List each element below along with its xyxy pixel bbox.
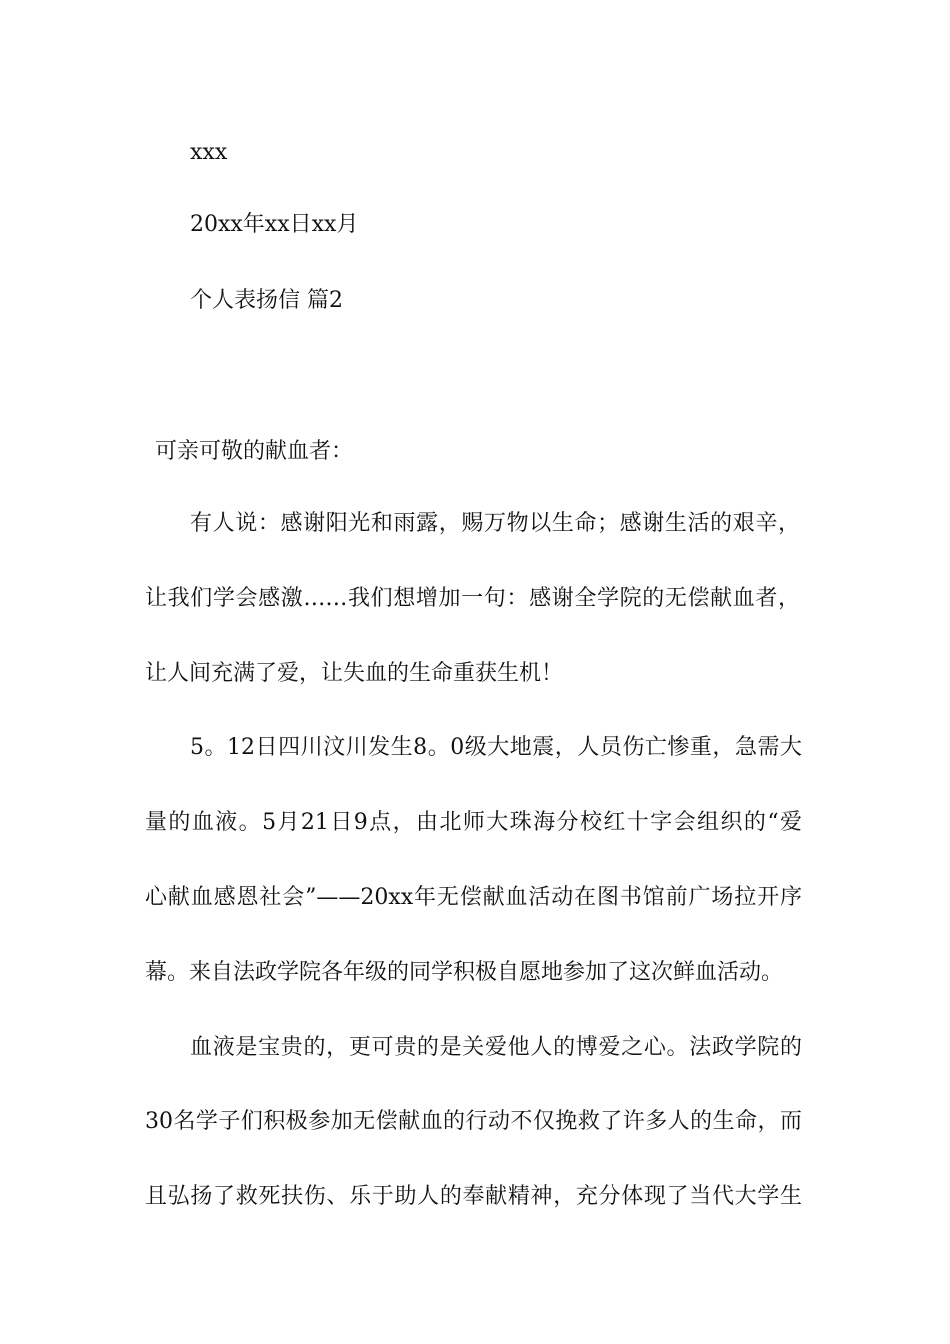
paragraph-3-line-3: 且弘扬了救死扶伤、乐于助人的奉献精神，充分体现了当代大学生 <box>145 1184 802 1209</box>
paragraph-1-line-2: 让我们学会感激……我们想增加一句：感谢全学院的无偿献血者， <box>145 586 800 611</box>
salutation: 可亲可敬的献血者： <box>155 439 354 464</box>
paragraph-2-line-2: 量的血液。5月21日9点，由北师大珠海分校红十字会组织的“爱 <box>145 810 802 835</box>
paragraph-3-line-1: 血液是宝贵的，更可贵的是关爱他人的博爱之心。法政学院的 <box>190 1035 802 1060</box>
signature-name: xxx <box>190 140 228 165</box>
paragraph-2-line-1: 5。12日四川汶川发生8。0级大地震，人员伤亡惨重，急需大 <box>190 735 802 760</box>
section-title: 个人表扬信 篇2 <box>190 288 343 313</box>
paragraph-2-line-4: 幕。来自法政学院各年级的同学积极自愿地参加了这次鲜血活动。 <box>145 960 784 985</box>
paragraph-1-line-3: 让人间充满了爱，让失血的生命重获生机！ <box>145 661 564 686</box>
paragraph-3-line-2: 30名学子们积极参加无偿献血的行动不仅挽救了许多人的生命，而 <box>145 1109 802 1134</box>
paragraph-2-line-3: 心献血感恩社会”——20xx年无偿献血活动在图书馆前广场拉开序 <box>145 885 802 910</box>
paragraph-1-line-1: 有人说：感谢阳光和雨露，赐万物以生命；感谢生活的艰辛， <box>190 511 800 536</box>
letter-date: 20xx年xx日xx月 <box>190 212 359 237</box>
